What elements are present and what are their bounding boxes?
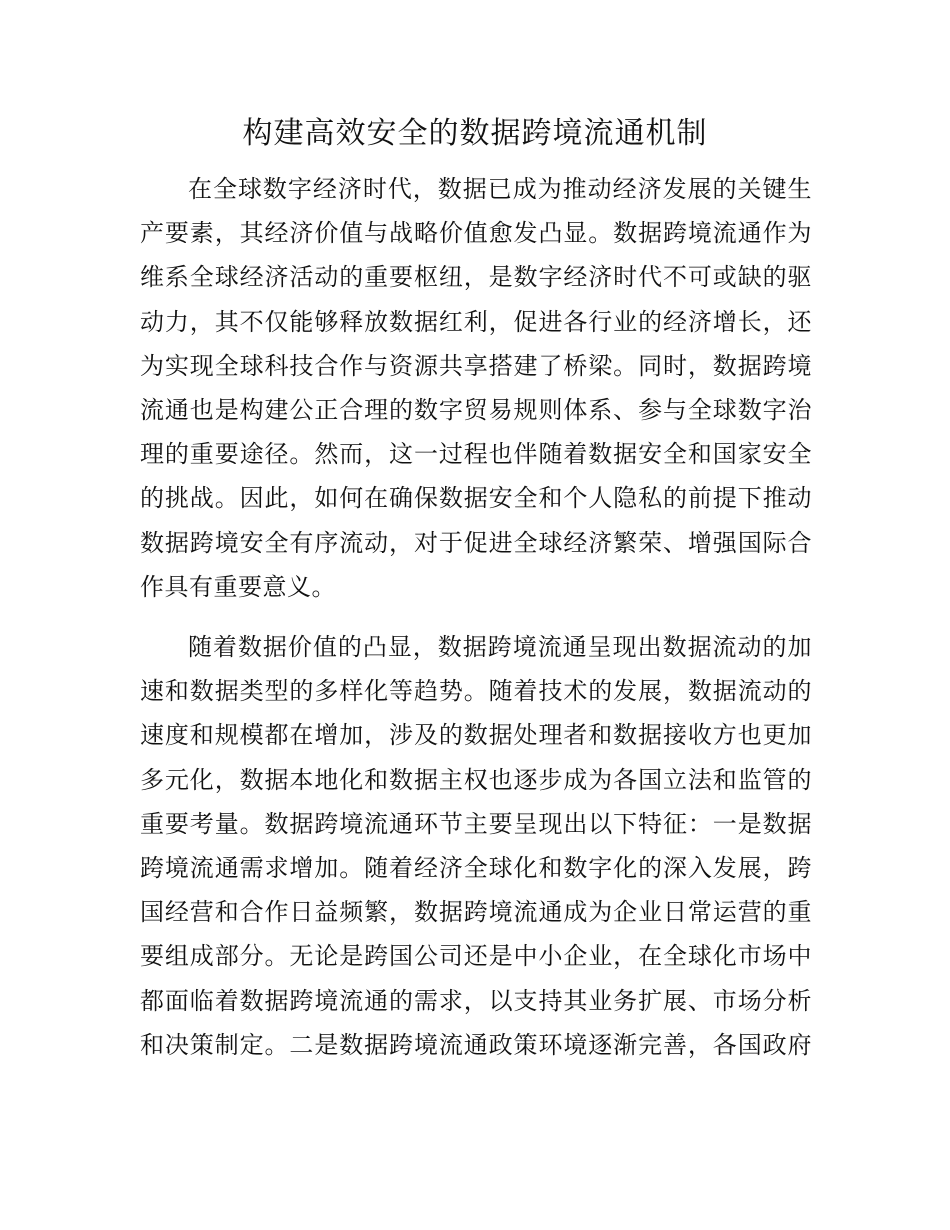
paragraph-line: 产要素，其经济价值与战略价值愈发凸显。数据跨境流通作为 bbox=[140, 219, 812, 248]
paragraph-line: 流通也是构建公正合理的数字贸易规则体系、参与全球数字治 bbox=[140, 395, 812, 424]
paragraph-line: 速度和规模都在增加，涉及的数据处理者和数据接收方也更加 bbox=[140, 721, 812, 750]
paragraph-line: 都面临着数据跨境流通的需求，以支持其业务扩展、市场分析 bbox=[140, 986, 812, 1015]
document-title: 构建高效安全的数据跨境流通机制 bbox=[242, 116, 708, 151]
paragraph-line: 维系全球经济活动的重要枢纽，是数字经济时代不可或缺的驱 bbox=[140, 263, 812, 292]
paragraph-line: 要组成部分。无论是跨国公司还是中小企业，在全球化市场中 bbox=[140, 942, 812, 971]
paragraph-line: 动力，其不仅能够释放数据红利，促进各行业的经济增长，还 bbox=[140, 307, 812, 336]
paragraph-line: 为实现全球科技合作与资源共享搭建了桥梁。同时，数据跨境 bbox=[140, 351, 812, 380]
paragraph-line: 多元化，数据本地化和数据主权也逐步成为各国立法和监管的 bbox=[140, 765, 812, 794]
paragraph-line: 作具有重要意义。 bbox=[140, 572, 336, 601]
paragraph-line: 重要考量。数据跨境流通环节主要呈现出以下特征：一是数据 bbox=[140, 809, 812, 838]
paragraph-line: 在全球数字经济时代，数据已成为推动经济发展的关键生 bbox=[188, 175, 812, 203]
paragraph-line: 跨境流通需求增加。随着经济全球化和数字化的深入发展，跨 bbox=[140, 853, 812, 882]
paragraph-2 bbox=[140, 625, 812, 1067]
paragraph-line: 的挑战。因此，如何在确保数据安全和个人隐私的前提下推动 bbox=[140, 484, 812, 513]
paragraph-1 bbox=[140, 167, 812, 609]
paragraph-line: 和决策制定。二是数据跨境流通政策环境逐渐完善，各国政府 bbox=[140, 1030, 812, 1059]
paragraph-line: 理的重要途径。然而，这一过程也伴随着数据安全和国家安全 bbox=[140, 440, 812, 469]
paragraph-line: 随着数据价值的凸显，数据跨境流通呈现出数据流动的加 bbox=[188, 633, 812, 661]
paragraph-line: 速和数据类型的多样化等趋势。随着技术的发展，数据流动的 bbox=[140, 677, 812, 706]
paragraph-line: 数据跨境安全有序流动，对于促进全球经济繁荣、增强国际合 bbox=[140, 528, 812, 557]
paragraph-line: 国经营和合作日益频繁，数据跨境流通成为企业日常运营的重 bbox=[140, 898, 812, 927]
